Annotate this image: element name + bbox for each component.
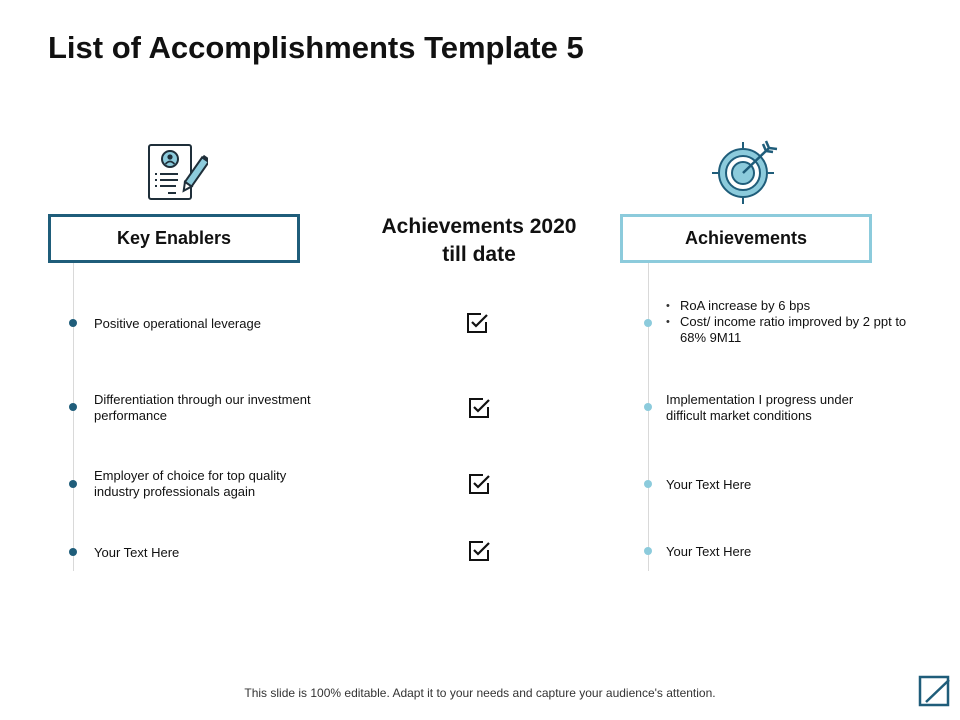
- right-item-1-bullet-2: • Cost/ income ratio improved by 2 ppt to 68% 9M11: [666, 314, 916, 346]
- right-item-1-bullet-1: • RoA increase by 6 bps: [666, 298, 916, 314]
- right-item-3: Your Text Here: [666, 477, 752, 492]
- right-item-dot: [644, 403, 652, 411]
- right-item-4: Your Text Here: [666, 544, 752, 559]
- right-timeline-line: [648, 263, 649, 571]
- slide-title: List of Accomplishments Template 5: [48, 30, 584, 65]
- left-item-dot: [69, 319, 77, 327]
- slide-footer: This slide is 100% editable. Adapt it to your needs and capture your audience's attention.: [244, 686, 716, 700]
- left-item-dot: [69, 480, 77, 488]
- left-item-2: Differentiation through our investment performance: [94, 392, 311, 423]
- achievements-date-header: [360, 213, 598, 269]
- left-item-1: Positive operational leverage: [94, 316, 261, 331]
- right-item-2: Implementation I progress under difficult market conditions: [666, 392, 854, 423]
- achievements-date-header-line2: till date: [442, 243, 516, 266]
- right-item-dot: [644, 480, 652, 488]
- checkbox-checked-icon: [468, 540, 490, 562]
- corner-edit-icon: [918, 675, 950, 707]
- right-item-dot: [644, 319, 652, 327]
- right-item-dot: [644, 547, 652, 555]
- checkbox-checked-icon: [466, 312, 488, 334]
- left-timeline-line: [73, 263, 74, 571]
- left-item-4: Your Text Here: [94, 545, 180, 560]
- achievements-header: Achievements: [620, 214, 872, 263]
- key-enablers-header: Key Enablers: [48, 214, 300, 263]
- left-item-dot: [69, 403, 77, 411]
- checkbox-checked-icon: [468, 397, 490, 419]
- resume-pencil-icon: [146, 142, 208, 202]
- checkbox-checked-icon: [468, 473, 490, 495]
- left-item-dot: [69, 548, 77, 556]
- achievements-date-header-line1: Achievements 2020: [381, 215, 577, 238]
- right-item-1-bullets: [666, 298, 916, 346]
- target-arrow-icon: [711, 140, 779, 206]
- left-item-3: Employer of choice for top quality industry professionals again: [94, 468, 287, 499]
